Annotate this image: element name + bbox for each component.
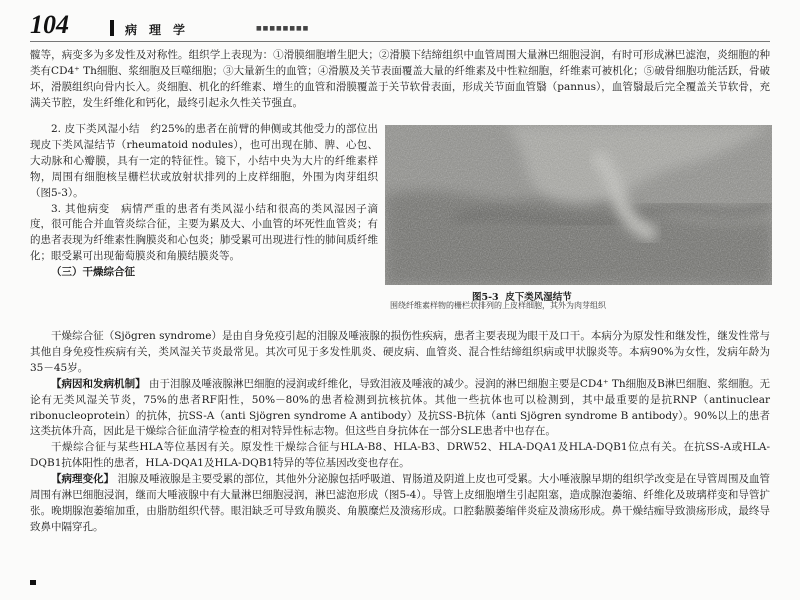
page-number: 104: [30, 10, 69, 39]
section-heading-sjogren: （三）干燥综合征: [51, 266, 135, 279]
pathology-text: 泪腺及唾液腺是主要受累的部位，其他外分泌腺包括呼吸道、胃肠道及阴道上皮也可受累。大小唾液腺早期的组织学改变是在导管周围及血管周围有淋巴细胞浸润，继而大唾液腺中有大量淋巴细胞浸润，淋巴滤泡形成（图5-4）。导管上皮细胞增生引起阻塞，造成腺泡萎缩、纤维化及玻璃样变和导管扩张。晚期腺泡萎缩加重，由脂肪组织代替。眼泪缺乏可导致角膜炎、角膜糜烂及溃疡形成。口腔黏膜萎缩伴炎症及溃疡形成。鼻干燥结痂导致溃疡形成，最终导致鼻中隔穿孔。: [30, 473, 771, 533]
bottom-text-block: [30, 329, 770, 536]
top-paragraph: 髋等，病变多为多发性及对称性。组织学上表现为：①滑膜细胞增生肥大；②滑膜下结缔组织中血管周围大量淋巴细胞浸润，有时可形成淋巴滤泡，炎细胞的种类有CD4⁺ Th细胞、浆细胞及巨噬细胞；③大量新生的血管；④滑膜及关节表面覆盖大量的纤维素及中性粒细胞，纤维素可被机化；⑤破骨细胞功能活跃，骨破坏，滑膜组织向骨内长入。炎细胞、机化的纤维素、增生的血管和滑膜覆盖于关节软骨表面，形成关节面血管翳（pannus），血管翳最后完全覆盖关节软骨，充满关节腔，发生纤维化和钙化，最终引起永久性关节强直。: [30, 49, 770, 109]
header-rule: [30, 41, 770, 42]
page-corner-mark: [30, 580, 36, 585]
sjogren-intro-paragraph: 干燥综合征（Sjögren syndrome）是由自身免疫引起的泪腺及唾液腺的损伤性疾病，患者主要表现为眼干及口干。本病分为原发性和继发性，继发性常与其他自身免疫性疾病有关，类风湿关节炎最常见。其次可见于多发性肌炎、硬皮病、血管炎、混合性结缔组织病或甲状腺炎等。本病90%为女性，发病年龄为35－45岁。: [30, 330, 770, 374]
pathology-heading: 【病理变化】: [51, 473, 115, 486]
header-squares: ■■■■■■■■: [256, 25, 310, 32]
figure-label: 图5-3: [472, 292, 499, 303]
micrograph-image: [385, 125, 772, 285]
running-title: 病理学: [125, 23, 198, 37]
top-paragraph-block: [30, 48, 770, 112]
etiology-text: 由于泪腺及唾液腺淋巴细胞的浸润或纤维化，导致泪液及唾液的减少。浸润的淋巴细胞主要是CD4⁺ Th细胞及B淋巴细胞、浆细胞。无论有无类风湿关节炎，75%的患者RF阳性，50%－80%的患者检测到抗核抗体。其他一些抗体也可以检测到，其中最重要的是抗RNP（antinuclear ribonucleoprotein）的抗体，抗SS-A（anti Sjögren syndrome A antibody）及抗SS-B抗体（anti Sjögren syndrome B antibody）。90%以上的患者这类抗体升高，因此是干燥综合征血清学检查的相对特异性标志物。但这些自身抗体在一部分SLE患者中也存在。: [30, 377, 771, 438]
micrograph-figure: [385, 125, 772, 285]
hla-paragraph: 干燥综合征与某些HLA等位基因有关。原发性干燥综合征与HLA-B8、HLA-B3、DRW52、HLA-DQA1及HLA-DQB1位点有关。在抗SS-A或HLA-DQB1抗体阳性的患者，HLA-DQA1及HLA-DQB1特异的等位基因改变也存在。: [30, 441, 770, 470]
figure-title: 皮下类风湿结节: [505, 292, 572, 303]
figure-caption-description: 围绕纤维素样物的栅栏状排列的上皮样细胞，其外为肉芽组织: [390, 301, 606, 310]
left-column: [30, 122, 378, 281]
etiology-paragraph: [30, 377, 770, 441]
header-divider: [110, 20, 114, 36]
other-lesions-paragraph: 3. 其他病变 病情严重的患者有类风湿小结和很高的类风湿因子滴度，很可能合并血管炎综合征，主要为累及大、小血管的坏死性血管炎；有的患者表现为纤维素性胸膜炎和心包炎；肺受累可出现进行性的肺间质纤维化；眼受累可出现葡萄膜炎和角膜结膜炎等。: [30, 202, 378, 263]
pathology-paragraph: [30, 472, 770, 536]
etiology-heading: 【病因和发病机制】: [51, 377, 146, 390]
nodule-paragraph: 2. 皮下类风湿小结 约25%的患者在前臂的伸侧或其他受力的部位出现皮下类风湿结节（rheumatoid nodules），也可出现在肺、脾、心包、大动脉和心瓣膜，具有一定的特征性。镜下，小结中央为大片的纤维素样物，周围有细胞核呈栅栏状或放射状排列的上皮样细胞，外围为肉芽组织（图5-3）。: [30, 123, 378, 199]
page-header: [30, 10, 770, 39]
